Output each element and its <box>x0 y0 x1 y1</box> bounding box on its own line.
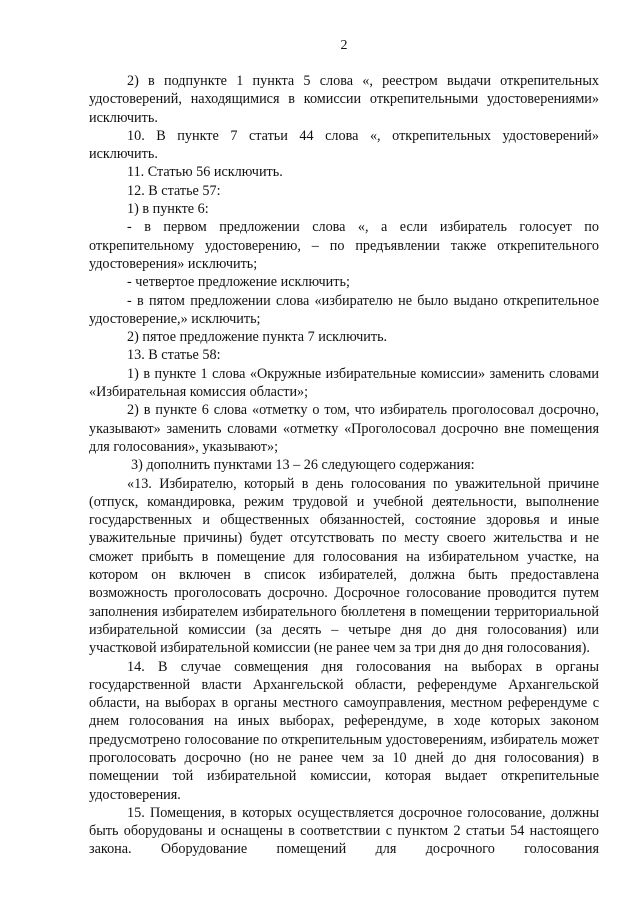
paragraph: 1) в пункте 6: <box>127 201 209 218</box>
paragraph: 2) в подпункте 1 пункта 5 слова «, реестром выдачи открепительных удостоверений, находящимися в комиссии открепительными удостоверениями» исключить. <box>89 73 599 126</box>
paragraph: 2) в пункте 6 слова «отметку о том, что избиратель проголосовал досрочно, указывают» заменить словами «отметку «Проголосовал досрочно вне помещения для голосования», указывают»; <box>89 402 599 455</box>
page-number: 2 <box>340 38 348 53</box>
paragraph: 14. В случае совмещения дня голосования на выборах в органы государственной власти Архангельской области, референдуме Архангельской области, на выборах в органы местного самоуправления, местном референдуме с днем голосования на иных выборах, референдуме, в ходе которых законом предусмотрено голосование по открепительным удостоверениям, избиратель может проголосовать досрочно (но не ранее чем за 10 дней до дня голосования) в помещении той избирательной комиссии, которая выдает открепительные удостоверения. <box>89 658 599 803</box>
paragraph: 13. В статье 58: <box>127 347 221 364</box>
paragraph: 12. В статье 57: <box>127 182 221 199</box>
paragraph: 15. Помещения, в которых осуществляется досрочное голосование, должны быть оборудованы и оснащены в соответствии с пунктом 2 статьи 54 настоящего закона. Оборудование помещений для досрочного голосования <box>89 804 599 858</box>
paragraph: 2) пятое предложение пункта 7 исключить. <box>127 329 388 346</box>
paragraph: 11. Статью 56 исключить. <box>127 164 283 181</box>
paragraph: «13. Избирателю, который в день голосования по уважительной причине (отпуск, командировка, режим трудовой и учебной деятельности, выполнение государственных и общественных обязанностей, состояние здоровья и иные уважительные причины) будет отсутствовать по месту своего жительства и не сможет прибыть в помещение для голосования на избирательном участке, на котором он включен в список избирателей, должна быть предоставлена возможность проголосовать досрочно. Досрочное голосование проводится путем заполнения избирателем избирательного бюллетеня в помещении территориальной избирательной комиссии (за десять – четыре дня до дня голосования) или участковой избирательной комиссии (не ранее чем за три дня до дня голосования). <box>89 475 599 657</box>
paragraph: - в первом предложении слова «, а если избиратель голосует по открепительному удостоверению, – по предъявлении также открепительного удостоверения» исключить; <box>89 219 599 272</box>
paragraph: 3) дополнить пунктами 13 – 26 следующего содержания: <box>131 457 475 474</box>
paragraph: - четвертое предложение исключить; <box>127 274 350 291</box>
document-body <box>89 72 599 859</box>
paragraph: 10. В пункте 7 статьи 44 слова «, открепительных удостоверений» исключить. <box>89 127 599 163</box>
paragraph: - в пятом предложении слова «избирателю не было выдано открепительное удостоверение,» исключить; <box>89 292 599 327</box>
paragraph: 1) в пункте 1 слова «Окружные избирательные комиссии» заменить словами «Избирательная комиссия области»; <box>89 365 599 401</box>
